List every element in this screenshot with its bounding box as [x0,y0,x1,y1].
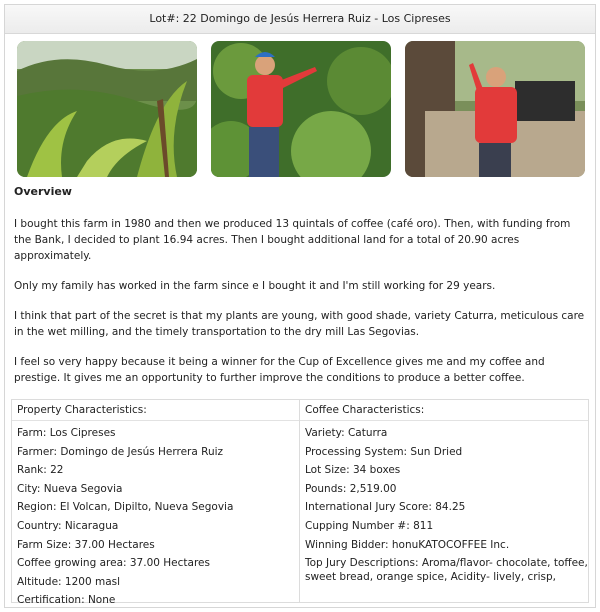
coffee-characteristics [300,400,588,602]
property-characteristics [12,400,300,607]
overview-section [14,185,586,400]
property-item: Farm: Los Cipreses [17,427,116,439]
overview-heading: Overview [14,185,72,198]
coffee-item: International Jury Score: 84.25 [305,501,466,514]
property-item: Certification: None [17,594,116,607]
coffee-item: Winning Bidder: honuKATOCOFFEE Inc. [305,538,510,551]
coffee-item: Variety: Caturra [305,427,388,439]
overview-paragraph: I bought this farm in 1980 and then we produced 13 quintals of coffee (café oro). Then, with funding from the Bank, I decided to plant 16.94 acres. Then I bought additional land for a total of 20.90 acres approximately. [14,218,571,262]
property-item: Region: El Volcan, Dipilto, Nueva Segovia [17,501,234,514]
farmer-coffee-plants-photo [211,41,391,177]
property-item: City: Nueva Segovia [17,482,123,495]
property-item: Farm Size: 37.00 Hectares [17,538,155,551]
property-item: Country: Nicaragua [17,519,119,532]
coffee-item: Top Jury Descriptions: Aroma/flavor- chocolate, toffee, sweet bread, orange spice, Acidity- lively, crisp, [305,557,588,584]
lot-panel [4,4,596,608]
coffee-heading: Coffee Characteristics: [300,400,588,421]
property-item: Farmer: Domingo de Jesús Herrera Ruiz [17,445,224,458]
coffee-item: Lot Size: 34 boxes [305,464,401,477]
coffee-item: Cupping Number #: 811 [305,519,434,532]
property-heading: Property Characteristics: [12,400,299,421]
overview-paragraph: I feel so very happy because it being a winner for the Cup of Excellence gives me and my coffee and prestige. It gives me an opportunity to further improve the conditions to produce a better coffee. [14,356,545,384]
photo-strip [17,41,585,177]
coffee-item: Pounds: 2,519.00 [305,482,397,495]
property-item: Coffee growing area: 37.00 Hectares [17,557,210,570]
coffee-item: Processing System: Sun Dried [305,445,463,458]
property-item: Altitude: 1200 masl [17,575,121,588]
characteristics-table [11,399,589,607]
farmer-wet-mill-photo [405,41,585,177]
overview-paragraph: Only my family has worked in the farm since e I bought it and I'm still working for 29 years. [14,280,496,292]
lot-title: Lot#: 22 Domingo de Jesús Herrera Ruiz - Los Cipreses [5,5,595,34]
overview-paragraph: I think that part of the secret is that my plants are young, with good shade, variety Caturra, meticulous care in the wet milling, and the timely transportation to the dry mill Las Segovias. [14,310,585,338]
property-item: Rank: 22 [17,464,64,477]
farm-landscape-photo [17,41,197,177]
